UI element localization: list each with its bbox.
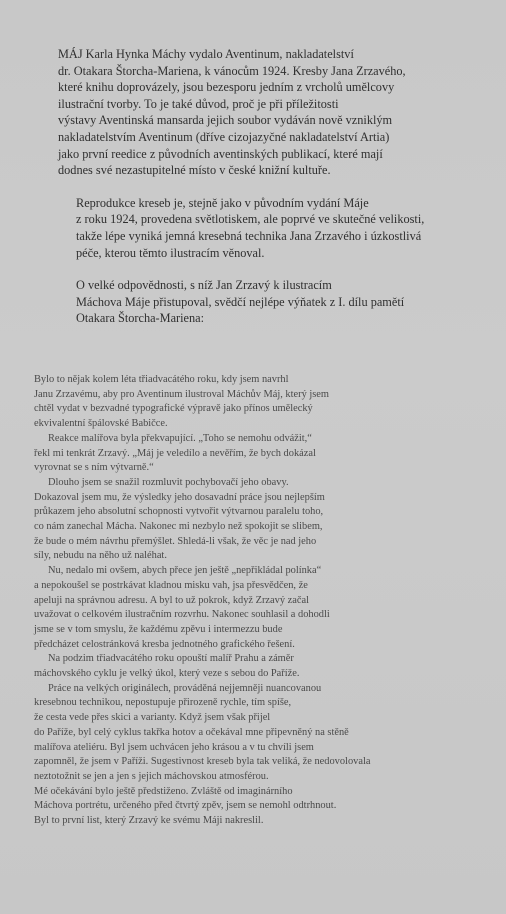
text-line: nakladatelstvím Aventinum (dříve cizojazyčné nakladatelství Artia) [58,129,390,144]
excerpt-line: co nám zanechal Mácha. Nakonec mi nezbylo než spokojit se slibem, [34,521,323,533]
text-line: Reprodukce kreseb je, stejně jako v původním vydání Máje [76,195,369,210]
excerpt-line: že cesta vede přes skici a varianty. Když jsem však přijel [34,712,271,724]
excerpt-line: předcházet celostránková kresba jednotného grafického řešení. [34,638,295,650]
memoir-excerpt [34,373,474,829]
intro-paragraph-3 [58,277,478,327]
excerpt-line: Na podzim třiadvacátého roku opouští malíř Prahu a záměr [48,653,294,665]
text-line: ilustrační tvorby. To je také důvod, proč je při příležitosti [58,96,339,111]
excerpt-line: máchovského cyklu je velký úkol, který veze s sebou do Paříže. [34,668,300,680]
text-line: O velké odpovědnosti, s níž Jan Zrzavý k ilustracím [76,278,332,293]
excerpt-line: Janu Zrzavému, aby pro Aventinum ilustroval Máchův Máj, který jsem [34,388,330,400]
text-line: z roku 1924, provedena světlotiskem, ale poprvé ve skutečné velikosti, [76,212,425,227]
excerpt-line: do Paříže, byl celý cyklus takřka hotov a očekával mne připevněný na stěně [34,726,349,738]
excerpt-line: Byl to první list, který Zrzavý ke svému Máji nakreslil. [34,815,264,827]
editorial-intro [58,46,478,343]
excerpt-line: Bylo to nějak kolem léta třiadvacátého roku, kdy jsem navrhl [34,374,289,385]
excerpt-line: že bude o mém návrhu přemýšlet. Shledá-li však, že věc je nad jeho [34,535,317,547]
excerpt-line: Máchova portrétu, určeného před čtvrtý zpěv, jsem se nemohl odtrhnout. [34,800,337,812]
excerpt-line: síly, nebudu na něho už naléhat. [34,550,167,562]
text-line: Otakara Štorcha-Mariena: [76,311,205,326]
excerpt-line: neztotožnit se jen a jen s jejich máchovskou atmosférou. [34,770,269,782]
excerpt-line: Nu, nedalo mi ovšem, abych přece jen ještě „nepřikládal polínka“ [48,565,322,577]
text-line: MÁJ Karla Hynka Máchy vydalo Aventinum, nakladatelství [58,47,354,61]
text-line: které knihu doprovázely, jsou bezesporu jedním z vrcholů umělcovy [58,80,395,95]
text-line: výstavy Aventinská mansarda jejich soubor vydáván nově vzniklým [58,113,393,128]
text-line: Máchova Máje přistupoval, svědčí nejlépe výňatek z I. dílu pamětí [76,294,405,309]
excerpt-line: Reakce malířova byla překvapující. „Toho se nemohu odvážit,“ [48,432,312,444]
excerpt-line: a nepokoušel se postrkávat kladnou misku vah, jsa přesvědčen, že [34,579,308,591]
intro-paragraph-1 [58,46,478,179]
excerpt-line: uvažovat o celkovém ilustračním rozvrhu. Nakonec souhlasil a dohodli [34,609,330,621]
text-line: péče, kterou těmto ilustracím věnoval. [76,245,265,260]
excerpt-line: malířova ateliéru. Byl jsem uchvácen jeho krásou a v tu chvíli jsem [34,741,314,753]
excerpt-line: zapomněl, že jsem v Paříži. Sugestivnost kreseb byla tak veliká, že nedovolovala [34,756,371,768]
excerpt-line: kresebnou technikou, nepostupuje přirozeně rychle, tím spíše, [34,697,292,709]
excerpt-line: Mé očekávání bylo ještě předstiženo. Zvláště od imaginárního [34,785,293,797]
text-line: jako první reedice z původních aventinských publikací, které mají [58,146,383,161]
excerpt-line: jsme se v tom smyslu, že každému zpěvu i intermezzu bude [34,623,283,635]
excerpt-line: řekl mi tenkrát Zrzavý. „Máj je veledílo a nevěřím, že bych dokázal [34,447,316,459]
text-line: dr. Otakara Štorcha-Mariena, k vánocům 1924. Kresby Jana Zrzavého, [58,63,406,78]
excerpt-line: vyrovnat se s ním výtvarně.“ [34,462,154,474]
text-line: takže lépe vyniká jemná kresebná technika Jana Zrzavého i úzkostlivá [76,228,422,243]
excerpt-line: Dokazoval jsem mu, že výsledky jeho dosavadní práce jsou nejlepším [34,491,325,503]
excerpt-line: apeluji na správnou adresu. A byl to už pokrok, když Zrzavý začal [34,594,309,606]
intro-paragraph-2 [58,195,478,261]
excerpt-line: průkazem jeho absolutní schopnosti vytvořit výtvarnou paralelu toho, [34,506,324,518]
excerpt-line: Práce na velkých originálech, prováděná nejjemněji nuancovanou [48,682,322,694]
excerpt-line: Dlouho jsem se snažil rozmluvit pochybovačí jeho obavy. [48,476,289,488]
text-line: dodnes své nezastupitelné místo v české knižní kultuře. [58,163,331,178]
excerpt-line: chtěl vydat v bezvadné typografické výpravě jako přínos umělecký [34,403,313,415]
excerpt-line: ekvivalentní špálovské Babičce. [34,418,168,430]
